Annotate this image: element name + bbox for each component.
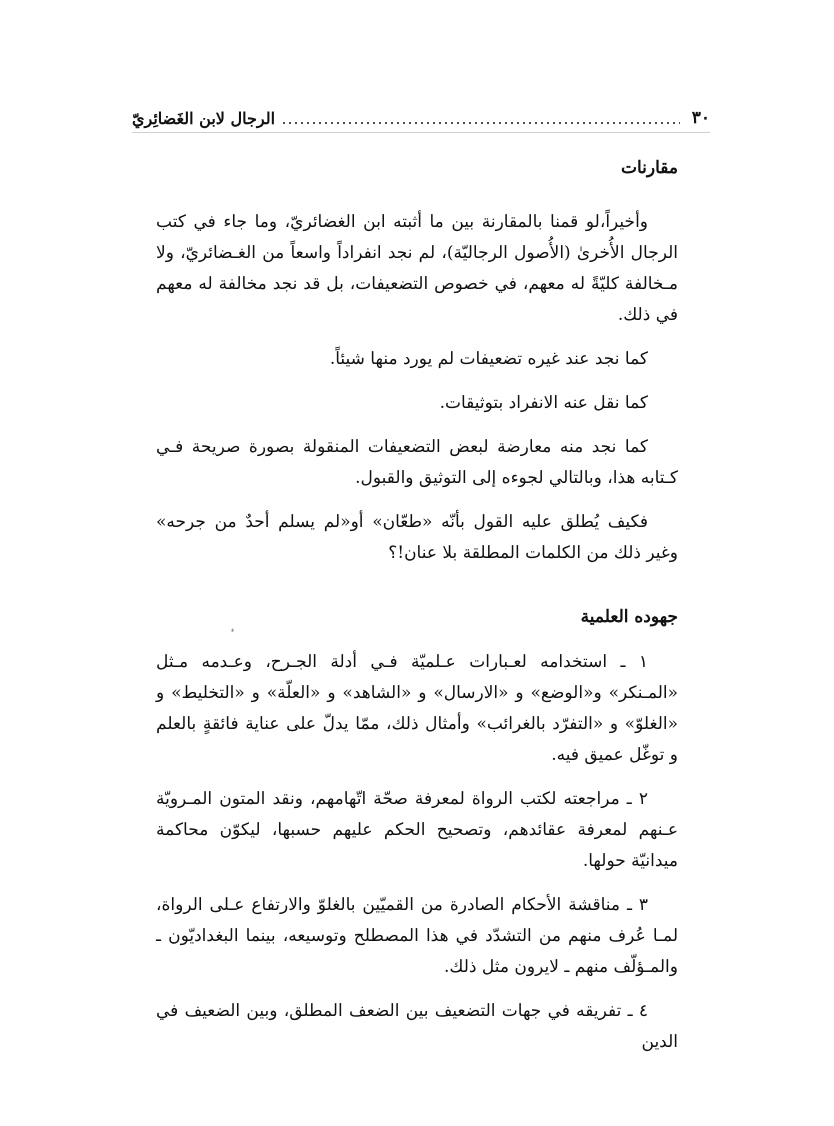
page-number: ٣٠ — [691, 108, 710, 128]
paragraph: فكيف يُطلق عليه القول بأنّه «طعّان» أو«لم يسلم أحدٌ من جرحه» وغير ذلك من الكلمات المطلقة بلا عنان!؟ — [156, 512, 678, 563]
section-heading-scholarly-efforts: جهوده العلمية — [580, 607, 678, 627]
paragraph: كما نجد منه معارضة لبعض التضعيفات المنقولة بصورة صريحة فـي كـتابه هذا، وبالتالي لجوءه إلى التوثيق والقبول. — [156, 437, 678, 488]
paragraph: وأخيراً،لو قمنا بالمقارنة بين ما أثبته ابن الغضائريّ، وما جاء في كتب الرجال الأُخرىٰ (الأُصول الرجاليّة)، لم نجد انفراداً واسعاً من الغـضائريّ، ولا مـخالفة كليّةً له معهم، في خصوص التضعيفات، بل قد نجد مخالفة له معهم في ذلك. — [156, 212, 678, 325]
page-body — [156, 150, 678, 1058]
section-heading-comparisons: مقارنات — [620, 158, 678, 178]
stray-print-mark: ء — [231, 626, 235, 634]
running-header — [132, 104, 710, 133]
numbered-paragraph: ٢ ـ مراجعته لكتب الرواة لمعرفة صحّة اتّهامهم، ونقد المتون المـرويّة عـنهم لمعرفة عقائدهم، وتصحيح الحكم عليهم حسبها، ليكوّن محاكمة ميدانيّة حولها. — [156, 789, 678, 871]
paragraph: كما نجد عند غيره تضعيفات لم يورد منها شيئاً. — [329, 349, 648, 369]
paragraph: كما نقل عنه الانفراد بتوثيقات. — [439, 393, 648, 413]
numbered-paragraph: ٣ ـ مناقشة الأحكام الصادرة من القميّين بالغلوّ والارتفاع عـلى الرواة، لمـا عُرف منهم من التشدّد في هذا المصطلح وتوسيعه، بينما البغداديّون ـ والمـؤلّف منهم ـ لايرون مثل ذلك. — [156, 895, 678, 977]
numbered-paragraph: ١ ـ استخدامه لعـبارات عـلميّة فـي أدلة الجـرح، وعـدمه مـثل «المـنكر» و«الوضع» و «الارسال» و «الشاهد» و «العلّة» و «التخليط» و «الغلوّ» و «التفرّد بالغرائب» وأمثال ذلك، ممّا يدلّ على عناية فائقةٍ بالعلم و توغّل عميق فيه. — [156, 652, 678, 765]
running-title: الرجال لابن الغَضائِريّ — [132, 108, 276, 128]
numbered-paragraph: ٤ ـ تفريقه في جهات التضعيف بين الضعف المطلق، وبين الضعيف في الدين — [156, 1001, 678, 1052]
header-leader-dots — [281, 112, 680, 124]
